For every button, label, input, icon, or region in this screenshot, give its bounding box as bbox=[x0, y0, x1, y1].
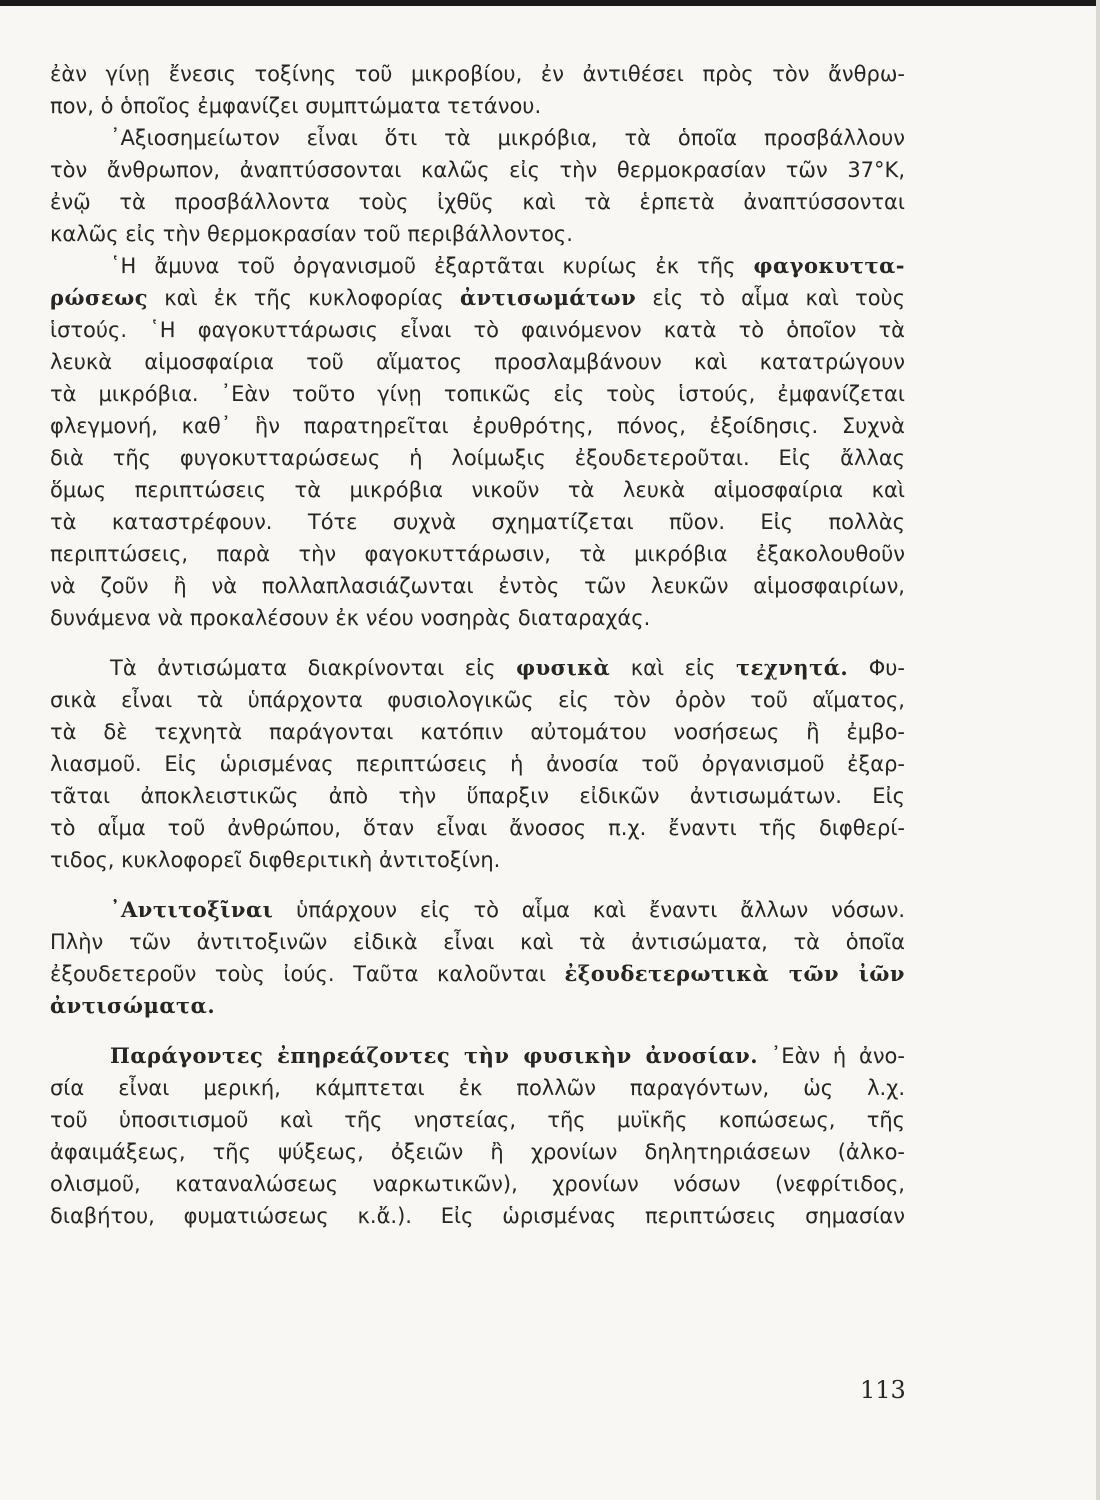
scan-right-edge bbox=[1096, 0, 1100, 1500]
text-line bbox=[50, 958, 905, 990]
text-run: ῾Η ἄμυνα τοῦ ὀργανισμοῦ ἐξαρτᾶται κυρίως ἐκ τῆς bbox=[110, 254, 736, 278]
text-line: τὰ δὲ τεχνητὰ παράγονται κατόπιν αὐτομάτου νοσήσεως ἢ ἐμβο- bbox=[50, 720, 905, 744]
text-line: ἐὰν γίνῃ ἔνεσις τοξίνης τοῦ μικροβίου, ἐν ἀντιθέσει πρὸς τὸν ἄνθρω- bbox=[50, 62, 905, 86]
paragraph-gap bbox=[50, 876, 905, 894]
text-line bbox=[50, 894, 905, 926]
text-line: καλῶς εἰς τὴν θερμοκρασίαν τοῦ περιβάλλοντος. bbox=[50, 222, 573, 246]
text-line bbox=[50, 282, 905, 314]
text-line: δυνάμενα νὰ προκαλέσουν ἐκ νέου νοσηρὰς διαταραχάς. bbox=[50, 606, 651, 630]
text-line: ἀφαιμάξεως, τῆς ψύξεως, ὀξειῶν ἢ χρονίων δηλητηριάσεων (ἀλκο- bbox=[50, 1140, 905, 1164]
text-line bbox=[50, 250, 905, 282]
text-run: ἐξουδετεροῦν τοὺς ἰούς. Ταῦτα καλοῦνται bbox=[50, 962, 546, 986]
text-line: Πλὴν τῶν ἀντιτοξινῶν εἰδικὰ εἶναι καὶ τὰ ἀντισώματα, τὰ ὁποῖα bbox=[50, 930, 905, 954]
text-line: τὰ καταστρέφουν. Τότε συχνὰ σχηματίζεται πῦον. Εἰς πολλὰς bbox=[50, 510, 905, 534]
text-line: πον, ὁ ὁποῖος ἐμφανίζει συμπτώματα τετάνου. bbox=[50, 94, 542, 118]
text-line: τοῦ ὑποσιτισμοῦ καὶ τῆς νηστείας, τῆς μυϊκῆς κοπώσεως, τῆς bbox=[50, 1108, 905, 1132]
section-heading: Παράγοντες ἐπηρεάζοντες τὴν φυσικὴν ἀνοσίαν. bbox=[110, 1043, 759, 1068]
text-line: νὰ ζοῦν ἢ νὰ πολλαπλασιάζωνται ἐντὸς τῶν λευκῶν αἱμοσφαιρίων, bbox=[50, 574, 905, 598]
bold-term: ᾿Αντιτοξῖναι bbox=[110, 897, 274, 922]
page-number: 113 bbox=[860, 1376, 906, 1404]
text-line: διαβήτου, φυματιώσεως κ.ἄ.). Εἰς ὡρισμένας περιπτώσεις σημασίαν bbox=[50, 1204, 905, 1228]
text-line: σία εἶναι μερική, κάμπτεται ἐκ πολλῶν παραγόντων, ὡς λ.χ. bbox=[50, 1076, 905, 1100]
scan-top-border bbox=[0, 0, 1100, 6]
text-line: ολισμοῦ, καταναλώσεως ναρκωτικῶν), χρονίων νόσων (νεφρίτιδος, bbox=[50, 1172, 905, 1196]
text-line: σικὰ εἶναι τὰ ὑπάρχοντα φυσιολογικῶς εἰς τὸν ὀρὸν τοῦ αἵματος, bbox=[50, 688, 905, 712]
text-run: ὑπάρχουν εἰς τὸ αἷμα καὶ ἔναντι ἄλλων νόσων. bbox=[296, 898, 905, 922]
text-line: τιδος, κυκλοφορεῖ διφθεριτικὴ ἀντιτοξίνη. bbox=[50, 848, 501, 872]
text-line: ὅμως περιπτώσεις τὰ μικρόβια νικοῦν τὰ λευκὰ αἱμοσφαίρια καὶ bbox=[50, 478, 905, 502]
text-run: εἰς τὸ αἷμα καὶ τοὺς bbox=[652, 286, 906, 310]
text-line: τὸν ἄνθρωπον, ἀναπτύσσονται καλῶς εἰς τὴν θερμοκρασίαν τῶν 37°Κ, bbox=[50, 158, 905, 182]
text-line: λιασμοῦ. Εἰς ὡρισμένας περιπτώσεις ἡ ἀνοσία τοῦ ὀργανισμοῦ ἐξαρ- bbox=[50, 752, 905, 776]
text-line bbox=[50, 652, 905, 684]
text-run: καὶ ἐκ τῆς κυκλοφορίας bbox=[164, 286, 444, 310]
text-line: περιπτώσεις, παρὰ τὴν φαγοκυττάρωσιν, τὰ μικρόβια ἐξακολουθοῦν bbox=[50, 542, 905, 566]
text-run: καὶ εἰς bbox=[630, 656, 716, 680]
bold-term: ἀντισωμάτων bbox=[459, 285, 637, 310]
paragraph-gap bbox=[50, 634, 905, 652]
bold-term: τεχνητά. bbox=[736, 655, 849, 680]
text-line bbox=[50, 990, 905, 1022]
bold-term: ἐξουδετερωτικὰ τῶν ἰῶν bbox=[564, 961, 905, 986]
bold-term: φυσικὰ bbox=[516, 655, 611, 680]
page-body-text bbox=[50, 58, 905, 1232]
text-run: Τὰ ἀντισώματα διακρίνονται εἰς bbox=[110, 656, 496, 680]
text-line: διὰ τῆς φυγοκυτταρώσεως ἡ λοίμωξις ἐξουδετεροῦται. Εἰς ἄλλας bbox=[50, 446, 905, 470]
bold-term: φαγοκυττα- bbox=[753, 253, 905, 278]
text-line: ἱστούς. ῾Η φαγοκυττάρωσις εἶναι τὸ φαινόμενον κατὰ τὸ ὁποῖον τὰ bbox=[50, 318, 905, 342]
bold-term: ρώσεως bbox=[50, 285, 148, 310]
text-run: ᾿Εὰν ἡ ἀνο- bbox=[770, 1044, 905, 1068]
text-line: λευκὰ αἱμοσφαίρια τοῦ αἵματος προσλαμβάνουν καὶ κατατρώγουν bbox=[50, 350, 905, 374]
bold-term: ἀντισώματα. bbox=[50, 993, 216, 1018]
text-line: φλεγμονή, καθ᾿ ἣν παρατηρεῖται ἐρυθρότης, πόνος, ἐξοίδησις. Συχνὰ bbox=[50, 414, 905, 438]
text-run: Φυ- bbox=[868, 656, 905, 680]
text-line: ᾿Αξιοσημείωτον εἶναι ὅτι τὰ μικρόβια, τὰ ὁποῖα προσβάλλουν bbox=[110, 126, 905, 150]
text-line: τὸ αἷμα τοῦ ἀνθρώπου, ὅταν εἶναι ἄνοσος π.χ. ἔναντι τῆς διφθερί- bbox=[50, 816, 905, 840]
text-line: τὰ μικρόβια. ᾿Εὰν τοῦτο γίνῃ τοπικῶς εἰς τοὺς ἱστούς, ἐμφανίζεται bbox=[50, 382, 905, 406]
text-line: ἐνῷ τὰ προσβάλλοντα τοὺς ἰχθῦς καὶ τὰ ἑρπετὰ ἀναπτύσσονται bbox=[50, 190, 905, 214]
text-line bbox=[50, 1040, 905, 1072]
text-line: τᾶται ἀποκλειστικῶς ἀπὸ τὴν ὕπαρξιν εἰδικῶν ἀντισωμάτων. Εἰς bbox=[50, 784, 905, 808]
paragraph-gap bbox=[50, 1022, 905, 1040]
